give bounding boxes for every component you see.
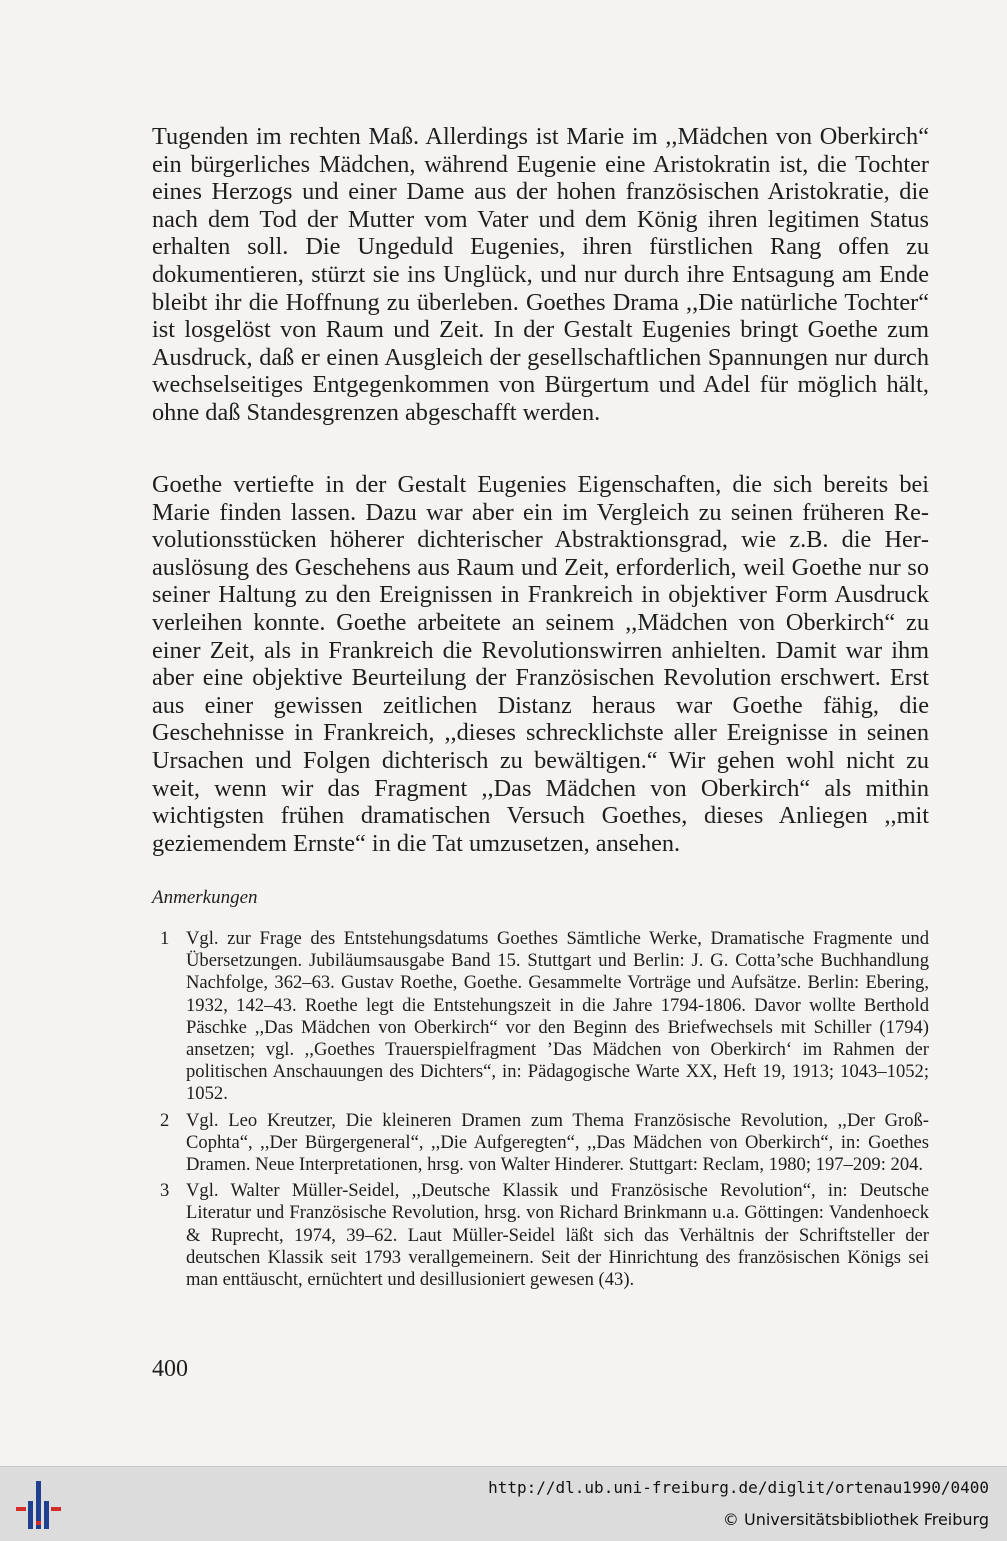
footnote-text: Vgl. Leo Kreutzer, Die kleineren Dramen zum Thema Französische Revolution, ,,Der Groß-Cophta“, ,,Der Bürgergeneral“, ,,Die Aufgeregten“, ,,Das Mädchen von Oberkirch“, in: Goethes Dramen. Neue Interpretationen, hrsg. von Walter Hinderer. Stuttgart: Reclam, 1980; 197–209: 204.	[186, 1109, 929, 1176]
footnote-text: Vgl. Walter Müller-Seidel, ,,Deutsche Klassik und Französische Revolution“, in: Deutsche Literatur und Französische Revolution, hrsg. von Richard Brinkmann u.a. Göttingen: Vandenhoeck & Ruprecht, 1974, 39–62. Laut Müller-Seidel läßt sich das Verhältnis der Schriftsteller der deutschen Klassik seit 1793 verallgemeinern. Seit der Hinrichtung des französischen Königs sei man enttäuscht, ernüchtert und desillusioniert gewesen (43).	[186, 1180, 929, 1291]
footnote-number: 3	[160, 1180, 170, 1202]
footnote-2	[152, 1110, 929, 1177]
notes-heading: Anmerkungen	[152, 887, 258, 908]
copyright-text: © Universitätsbibliothek Freiburg	[722, 1510, 989, 1529]
viewer-footer-bar	[0, 1466, 1007, 1541]
footnote-number: 2	[160, 1109, 170, 1131]
footnote-number: 1	[160, 928, 170, 949]
footnote-text: Vgl. zur Frage des Entstehungsdatums Goethes Sämtliche Werke, Dramatische Fragmente und Übersetzungen. Jubiläumsausgabe Band 15. Stuttgart und Berlin: J. G. Cotta’sche Buchhandlung Nachfolge, 362–63. Gustav Roethe, Goethe. Gesammelte Vorträge und Aufsätze. Berlin: Ebering, 1932, 142–43. Roethe legt die Entstehungszeit in die Jahre 1794-1806. Davor wollte Berthold Päschke ,,Das Mädchen von Oberkirch“ vor den Beginn des Briefwechsels mit Schiller (1794) ansetzen; vgl. ,,Goethes Trauerspielfragment ’Das Mädchen von Oberkirch‘ im Rahmen der politischen Anschauungen des Dichters“, in: Pädagogische Warte XX, Heft 19, 1913; 1043–1052; 1052.	[186, 928, 929, 1105]
footnotes-list	[152, 928, 929, 1295]
ub-freiburg-logo-icon	[10, 1477, 66, 1533]
body-paragraph-1: Tugenden im rechten Maß. Allerdings ist Marie im ,,Mädchen von Oberkirch“ ein bürgerliches Mädchen, während Eugenie eine Aristokratin ist, die Tochter eines Herzogs und einer Dame aus der hohen französischen Aristokratie, die nach dem Tod der Mutter vom Vater und dem König ihren legitimen Status erhalten soll. Die Ungeduld Eugenies, ihren fürstlichen Rang offen zu dokumentieren, stürzt sie ins Unglück, und nur durch ihre Entsagung am Ende bleibt ihr die Hoffnung zu überleben. Goethes Drama ,,Die natürliche Tochter“ ist losgelöst von Raum und Zeit. In der Gestalt Eugenies bringt Goethe zum Ausdruck, daß er einen Ausgleich der gesellschaftlichen Spannungen nur durch wechselseitiges Entgegenkommen von Bürgertum und Adel für möglich hält, ohne daß Standesgrenzen abgeschafft werden.	[152, 123, 929, 426]
page-number: 400	[152, 1356, 188, 1382]
body-paragraph-2: Goethe vertiefte in der Gestalt Eugenies Eigenschaften, die sich bereits bei Marie finden lassen. Dazu war aber ein im Vergleich zu seinen früheren Revolutionsstücken höherer dichterischer Abstraktionsgrad, wie z.B. die Herauslösung des Geschehens aus Raum und Zeit, erforderlich, weil Goethe nur so seiner Haltung zu den Ereignissen in Frankreich in objektiver Form Ausdruck verleihen konnte. Goethe arbeitete an seinem ,,Mädchen von Oberkirch“ zu einer Zeit, als in Frankreich die Revolutionswirren anhielten. Damit war ihm aber eine objektive Beurteilung der Französischen Revolution erschwert. Erst aus einer gewissen zeitlichen Distanz heraus war Goethe fähig, die Geschehnisse in Frankreich, ,,dieses schrecklichste aller Ereignisse in seinen Ursachen und Folgen dichterisch zu bewältigen.“ Wir gehen wohl nicht zu weit, wenn wir das Fragment ,,Das Mädchen von Oberkirch“ als mithin wichtigsten frühen dramatischen Versuch Goethes, dieses Anliegen ,,mit geziemendem Ernste“ in die Tat umzusetzen, ansehen.	[152, 471, 929, 857]
footnote-3	[152, 1180, 929, 1291]
source-url-link[interactable]: http://dl.ub.uni-freiburg.de/diglit/ortenau1990/0400	[488, 1478, 989, 1497]
footnote-1	[152, 928, 929, 1106]
